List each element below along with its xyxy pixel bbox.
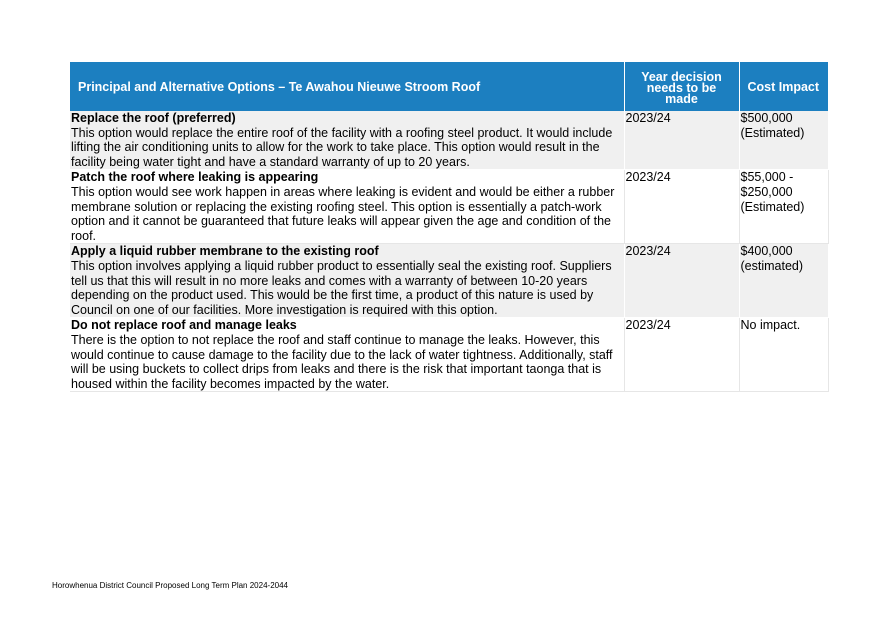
header-options: Principal and Alternative Options – Te Awahou Nieuwe Stroom Roof [70, 62, 624, 111]
table-row [70, 111, 828, 170]
option-description: This option involves applying a liquid rubber product to essentially seal the existing roof. Suppliers tell us that this will result in no more leaks and comes with a warranty of between 10-20 years depending on the product used. This would be the first time, a product of this nature is used by Council on one of our facilities. More investigation is required with this option. [71, 258, 612, 317]
options-table [70, 62, 829, 392]
cost-cell: $400,000 (estimated) [739, 244, 828, 318]
option-cell [70, 111, 624, 170]
option-description: This option would replace the entire roof of the facility with a roofing steel product. It would include lifting the air conditioning units to allow for the work to take place. This option would result in the facility being water tight and have a standard warranty of up to 20 years. [71, 125, 613, 169]
year-cell: 2023/24 [624, 244, 739, 318]
year-cell: 2023/24 [624, 318, 739, 392]
option-cell [70, 170, 624, 244]
table-row [70, 244, 828, 318]
option-cell [70, 244, 624, 318]
cost-cell: $500,000 (Estimated) [739, 111, 828, 170]
table-row [70, 170, 828, 244]
year-cell: 2023/24 [624, 111, 739, 170]
page-footer: Horowhenua District Council Proposed Long Term Plan 2024-2044 [52, 581, 288, 590]
year-cell: 2023/24 [624, 170, 739, 244]
option-description: There is the option to not replace the roof and staff continue to manage the leaks. However, this would continue to cause damage to the facility due to the lack of water tightness. Additionally, staff will be using buckets to collect drips from leaks and there is the risk that important taonga that is housed within the facility becomes impacted by the water. [71, 332, 613, 391]
table-row [70, 318, 828, 392]
cost-cell: $55,000 - $250,000 (Estimated) [739, 170, 828, 244]
option-cell [70, 318, 624, 392]
table-header-row [70, 62, 828, 111]
option-title: Apply a liquid rubber membrane to the existing roof [71, 244, 379, 259]
option-title: Do not replace roof and manage leaks [71, 318, 297, 333]
cost-cell: No impact. [739, 318, 828, 392]
option-title: Replace the roof (preferred) [71, 111, 236, 125]
option-description: This option would see work happen in areas where leaking is evident and would be either a rubber membrane solution or replacing the existing roofing steel. This option is essentially a patch-work option and it cannot be guaranteed that future leaks will appear given the age and condition of the roof. [71, 184, 615, 243]
header-cost-impact: Cost Impact [739, 62, 828, 111]
header-year-decision: Year decision needs to be made [624, 62, 739, 111]
option-title: Patch the roof where leaking is appearing [71, 170, 319, 185]
